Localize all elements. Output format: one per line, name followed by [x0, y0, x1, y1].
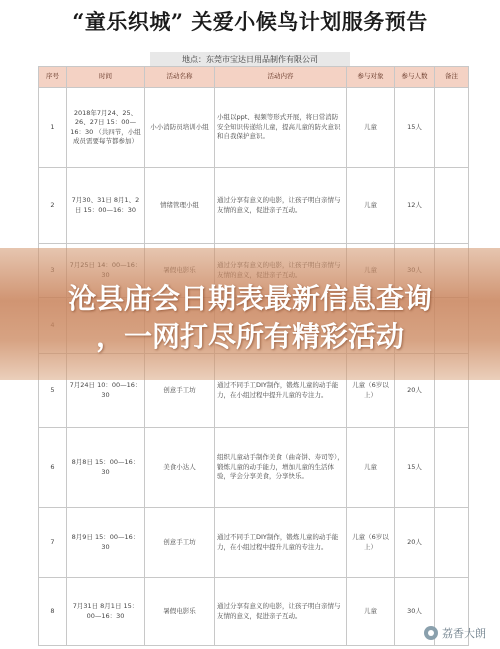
- cell-note: [435, 508, 469, 578]
- header-time: 时间: [67, 67, 145, 88]
- cell-content: 通过不同手工DIY制作，锻炼儿童的动手能力，在小组过程中提升儿童的专注力。: [215, 508, 347, 578]
- cell-name: 创意手工坊: [145, 508, 215, 578]
- cell-note: [435, 168, 469, 244]
- cell-target: 儿童（6岁以上）: [347, 508, 395, 578]
- cell-note: [435, 88, 469, 168]
- cell-count: 20人: [395, 508, 435, 578]
- cell-target: 儿童: [347, 578, 395, 646]
- cell-time: 7月30、31日 8月1、2日 15：00—16：30: [67, 168, 145, 244]
- cell-content: 通过分享有意义的电影，让孩子明白亲情与友情的意义，促进亲子互动。: [215, 578, 347, 646]
- cell-target: 儿童: [347, 168, 395, 244]
- cell-note: [435, 428, 469, 508]
- cell-no: 5: [39, 354, 67, 428]
- header-target: 参与对象: [347, 67, 395, 88]
- cell-content: 通过不同手工DIY制作，锻炼儿童的动手能力，在小组过程中提升儿童的专注力。: [215, 354, 347, 428]
- header-note: 备注: [435, 67, 469, 88]
- watermark: [424, 625, 486, 641]
- wechat-icon: [424, 626, 438, 640]
- cell-count: 20人: [395, 354, 435, 428]
- location-bar: 地点：东莞市宝达日用品制作有限公司: [150, 52, 350, 68]
- cell-content: 小组以ppt、视频等形式开展，将日常消防安全知识传递给儿童，提高儿童的防火意识和自我保护意识。: [215, 88, 347, 168]
- cell-name: 小小消防员培训小组: [145, 88, 215, 168]
- table-row: [39, 428, 469, 508]
- header-activity-content: 活动内容: [215, 67, 347, 88]
- cell-count: 30人: [395, 578, 435, 646]
- cell-count: 12人: [395, 168, 435, 244]
- document-title: “童乐织城” 关爱小候鸟计划服务预告: [72, 9, 428, 34]
- cell-time: 7月31日 8月1日 15：00—16：30: [67, 578, 145, 646]
- cell-target: 儿童（6岁以上）: [347, 354, 395, 428]
- cell-no: 6: [39, 428, 67, 508]
- cell-no: 8: [39, 578, 67, 646]
- cell-time: 8月8日 15：00—16：30: [67, 428, 145, 508]
- table-row: [39, 578, 469, 646]
- headline-line-2: ，一网打尽所有精彩活动: [95, 320, 404, 353]
- cell-target: 儿童: [347, 428, 395, 508]
- cell-no: 7: [39, 508, 67, 578]
- cell-target: 儿童: [347, 88, 395, 168]
- cell-name: 情绪管理小组: [145, 168, 215, 244]
- cell-time: 7月24日 10：00—16：30: [67, 354, 145, 428]
- cell-count: 15人: [395, 428, 435, 508]
- cell-no: 1: [39, 88, 67, 168]
- cell-content: 通过分享有意义的电影，让孩子明白亲情与友情的意义，促进亲子互动。: [215, 168, 347, 244]
- cell-content: 组织儿童动手制作美食（曲奇饼、寿司等），锻炼儿童的动手能力，增加儿童的生活体验，学会分享美食，分享快乐。: [215, 428, 347, 508]
- table-row: [39, 88, 469, 168]
- cell-time: 2018年7月24、25、26、27日 15：00—16：30 （共四节，小组成员需要每节都参加）: [67, 88, 145, 168]
- cell-name: 创意手工坊: [145, 354, 215, 428]
- cell-no: 2: [39, 168, 67, 244]
- table-header-row: [39, 67, 469, 88]
- table-row: [39, 508, 469, 578]
- headline-line-1: 沧县庙会日期表最新信息查询: [67, 282, 432, 315]
- header-no: 序号: [39, 67, 67, 88]
- watermark-text: 荔香大朗: [442, 627, 486, 640]
- header-count: 参与人数: [395, 67, 435, 88]
- table-row: [39, 168, 469, 244]
- cell-count: 15人: [395, 88, 435, 168]
- headline: [0, 280, 500, 356]
- cell-name: 暑假电影乐: [145, 578, 215, 646]
- header-activity-name: 活动名称: [145, 67, 215, 88]
- cell-time: 8月9日 15：00—16：30: [67, 508, 145, 578]
- cell-name: 美食小达人: [145, 428, 215, 508]
